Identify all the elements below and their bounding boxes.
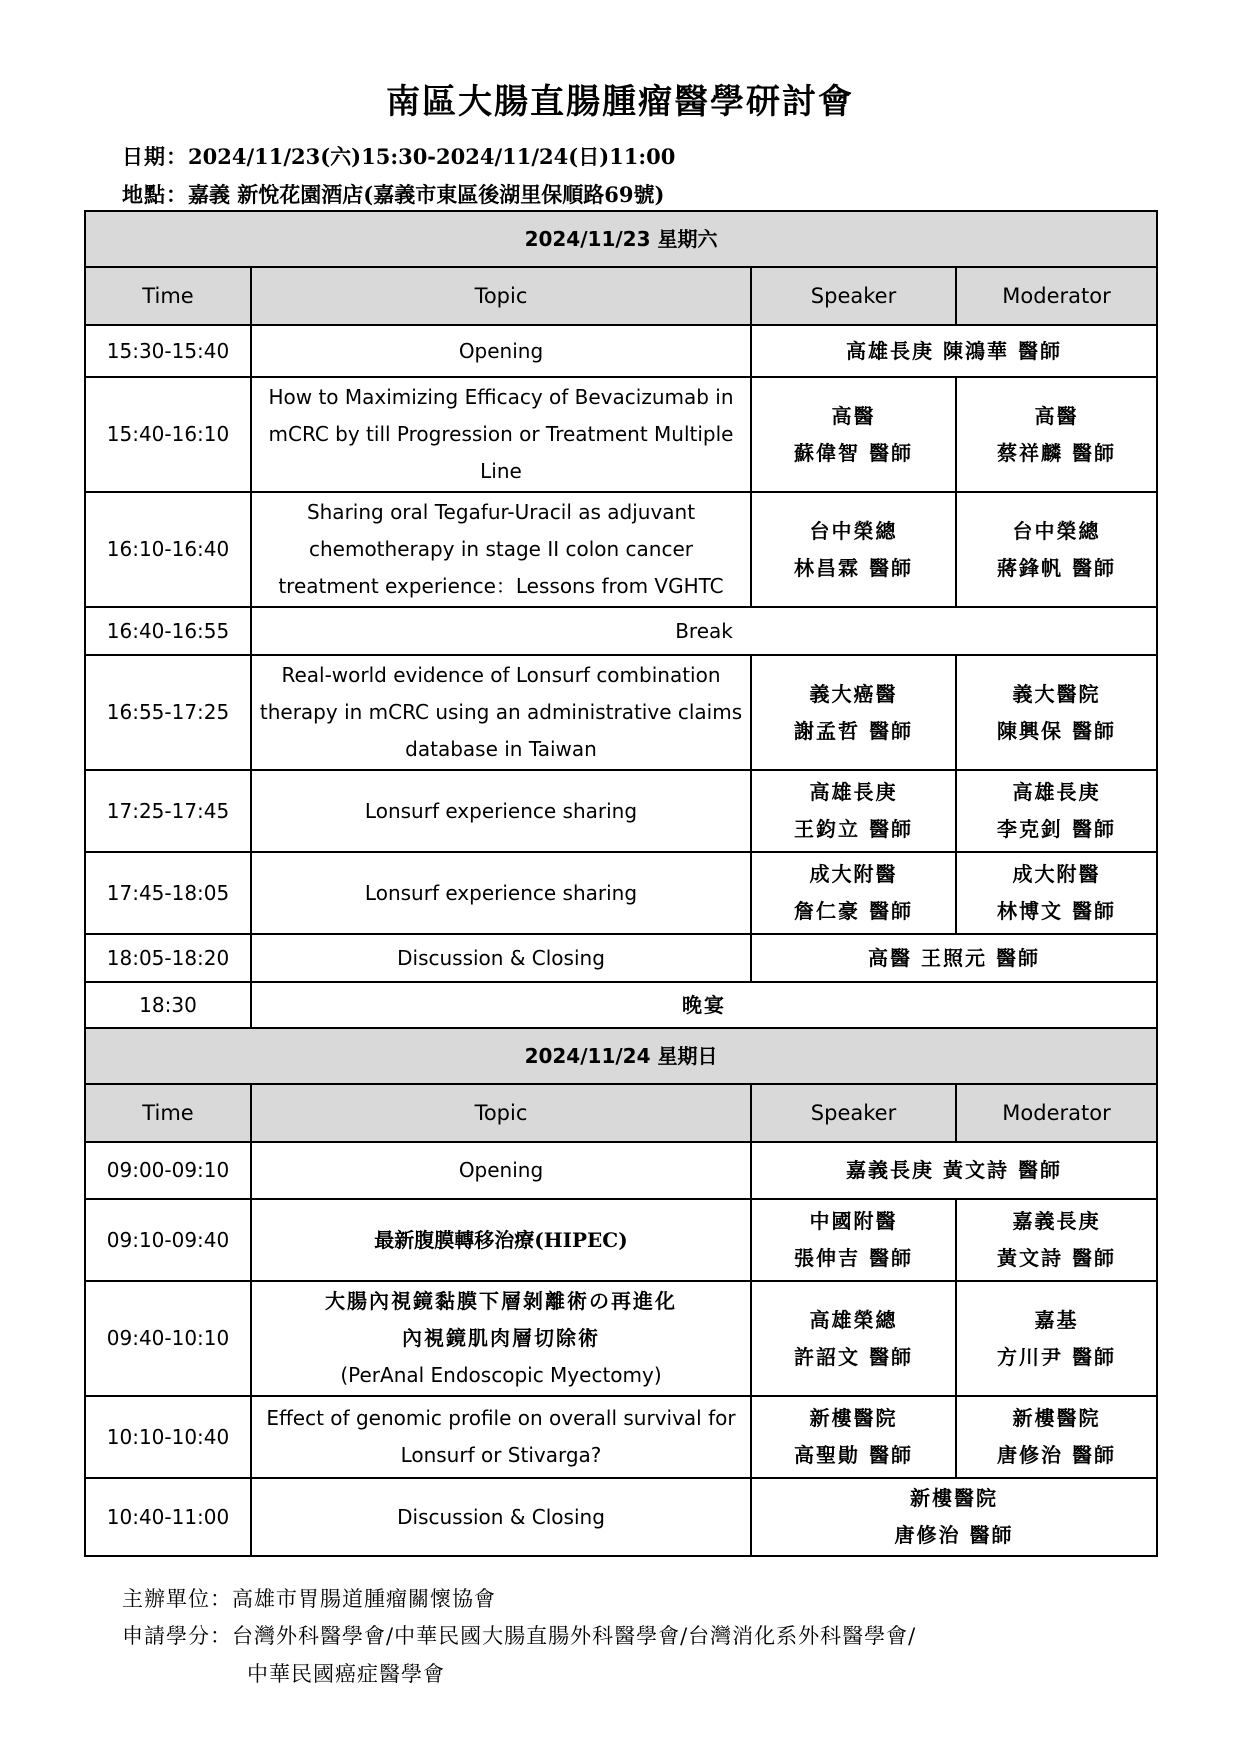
time-cell: 10:10-10:40 — [85, 1396, 251, 1478]
moderator-hospital: 高醫 — [1034, 403, 1079, 428]
time-cell: 10:40-11:00 — [85, 1478, 251, 1556]
time-cell: 16:40-16:55 — [85, 607, 251, 655]
speaker-name: 謝孟哲 醫師 — [794, 718, 913, 743]
speaker-cell — [751, 852, 956, 934]
speaker-moderator-cell: 高醫 王照元 醫師 — [751, 934, 1157, 982]
table-row — [85, 655, 1157, 770]
topic-line: How to Maximizing Efficacy of Bevacizumab in — [268, 385, 734, 409]
table-row — [85, 607, 1157, 655]
header-topic: Topic — [251, 1084, 751, 1142]
credits-value: 台灣外科醫學會/中華民國大腸直腸外科醫學會/台灣消化系外科醫學會/ — [232, 1624, 917, 1648]
topic-cell — [251, 1281, 751, 1396]
moderator-cell — [956, 1281, 1157, 1396]
date-label: 日期： — [122, 144, 188, 169]
table-row — [85, 1199, 1157, 1281]
table-row — [85, 982, 1157, 1028]
topic-cell — [251, 655, 751, 770]
agenda-table — [84, 210, 1158, 1557]
topic-line: Real-world evidence of Lonsurf combination — [281, 663, 721, 687]
moderator-cell — [956, 770, 1157, 852]
table-row — [85, 492, 1157, 607]
moderator-cell — [956, 1199, 1157, 1281]
speaker-cell — [751, 1199, 956, 1281]
speaker-cell — [751, 492, 956, 607]
credits-line-2: 中華民國癌症醫學會 — [247, 1662, 445, 1686]
credits-label: 申請學分： — [122, 1624, 232, 1648]
topic-line: Line — [480, 459, 522, 483]
speaker-hospital: 高雄榮總 — [809, 1307, 898, 1332]
moderator-cell — [956, 1396, 1157, 1478]
moderator-hospital: 台中榮總 — [1012, 518, 1101, 543]
topic-line: chemotherapy in stage II colon cancer — [308, 537, 693, 561]
time-cell: 18:30 — [85, 982, 251, 1028]
table-row — [85, 934, 1157, 982]
moderator-name: 蔣鋒帆 醫師 — [997, 555, 1116, 580]
topic-line: database in Taiwan — [405, 737, 597, 761]
moderator-hospital: 嘉義長庚 — [1012, 1209, 1101, 1233]
moderator-hospital: 義大醫院 — [1012, 681, 1101, 706]
header-moderator: Moderator — [956, 267, 1157, 325]
event-venue — [122, 179, 664, 209]
speaker-name: 許詔文 醫師 — [794, 1344, 913, 1369]
speaker-moderator-hospital: 新樓醫院 — [910, 1486, 999, 1510]
topic-line: Lonsurf or Stivarga? — [400, 1443, 602, 1467]
topic-line: 內視鏡肌肉層切除術 — [402, 1326, 600, 1350]
topic-line: treatment experience：Lessons from VGHTC — [278, 574, 724, 598]
organizer-line — [122, 1583, 496, 1613]
speaker-cell — [751, 655, 956, 770]
header-time: Time — [85, 1084, 251, 1142]
table-row — [85, 1478, 1157, 1556]
moderator-cell — [956, 852, 1157, 934]
time-cell: 17:25-17:45 — [85, 770, 251, 852]
speaker-hospital: 義大癌醫 — [809, 681, 898, 706]
topic-cell: Discussion & Closing — [251, 1478, 751, 1556]
speaker-hospital: 新樓醫院 — [809, 1406, 898, 1430]
moderator-cell — [956, 492, 1157, 607]
moderator-hospital: 高雄長庚 — [1012, 780, 1101, 804]
time-cell: 15:40-16:10 — [85, 377, 251, 492]
topic-cell — [251, 377, 751, 492]
time-cell: 16:10-16:40 — [85, 492, 251, 607]
moderator-cell — [956, 655, 1157, 770]
time-cell: 18:05-18:20 — [85, 934, 251, 982]
speaker-name: 林昌霖 醫師 — [794, 555, 913, 580]
organizer-value: 高雄市胃腸道腫瘤關懷協會 — [232, 1587, 496, 1611]
moderator-name: 黃文詩 醫師 — [997, 1246, 1116, 1270]
moderator-name: 蔡祥麟 醫師 — [997, 440, 1116, 465]
header-moderator: Moderator — [956, 1084, 1157, 1142]
time-cell: 09:00-09:10 — [85, 1142, 251, 1199]
moderator-name: 林博文 醫師 — [997, 899, 1116, 923]
topic-cell: Opening — [251, 1142, 751, 1199]
header-topic: Topic — [251, 267, 751, 325]
day1-title: 2024/11/23 星期六 — [85, 211, 1157, 267]
day2-title: 2024/11/24 星期日 — [85, 1028, 1157, 1084]
topic-line: mCRC by till Progression or Treatment Multiple — [268, 422, 734, 446]
moderator-hospital: 成大附醫 — [1012, 862, 1101, 886]
moderator-name: 陳興保 醫師 — [997, 718, 1116, 743]
credits-line — [122, 1620, 916, 1650]
topic-cell: Lonsurf experience sharing — [251, 852, 751, 934]
date-value: 2024/11/23(六)15:30-2024/11/24(日)11:00 — [188, 144, 676, 169]
topic-line: Sharing oral Tegafur-Uracil as adjuvant — [306, 500, 696, 524]
speaker-name: 詹仁豪 醫師 — [794, 899, 913, 923]
topic-cell: 最新腹膜轉移治療(HIPEC) — [251, 1199, 751, 1281]
speaker-moderator-name: 唐修治 醫師 — [894, 1523, 1014, 1547]
time-cell: 15:30-15:40 — [85, 325, 251, 377]
venue-label: 地點： — [122, 182, 188, 207]
banquet-cell: 晚宴 — [251, 982, 1157, 1028]
topic-cell: Opening — [251, 325, 751, 377]
header-speaker: Speaker — [751, 1084, 956, 1142]
topic-line: Effect of genomic profile on overall survival for — [266, 1406, 736, 1430]
table-header-row — [85, 1084, 1157, 1142]
table-header-row — [85, 267, 1157, 325]
time-cell: 17:45-18:05 — [85, 852, 251, 934]
topic-cell: Lonsurf experience sharing — [251, 770, 751, 852]
organizer-label: 主辦單位： — [122, 1587, 232, 1611]
table-row — [85, 377, 1157, 492]
moderator-name: 李克釗 醫師 — [997, 817, 1116, 841]
table-row — [85, 852, 1157, 934]
break-cell: Break — [251, 607, 1157, 655]
speaker-moderator-cell: 高雄長庚 陳鴻華 醫師 — [751, 325, 1157, 377]
topic-line: 大腸內視鏡黏膜下層剝離術の再進化 — [325, 1289, 677, 1313]
page-title: 南區大腸直腸腫瘤醫學研討會 — [386, 82, 854, 122]
speaker-hospital: 中國附醫 — [809, 1209, 898, 1233]
speaker-cell — [751, 770, 956, 852]
header-time: Time — [85, 267, 251, 325]
event-date — [122, 141, 675, 171]
speaker-cell — [751, 1396, 956, 1478]
venue-value: 嘉義 新悅花園酒店(嘉義市東區後湖里保順路69號) — [188, 182, 665, 207]
table-row — [85, 325, 1157, 377]
speaker-hospital: 高雄長庚 — [809, 780, 898, 804]
table-row — [85, 1396, 1157, 1478]
topic-line: therapy in mCRC using an administrative claims — [259, 700, 743, 724]
topic-cell — [251, 1396, 751, 1478]
table-row — [85, 1142, 1157, 1199]
topic-line: (PerAnal Endoscopic Myectomy) — [340, 1363, 662, 1387]
speaker-moderator-cell: 嘉義長庚 黃文詩 醫師 — [751, 1142, 1157, 1199]
moderator-cell — [956, 377, 1157, 492]
speaker-cell — [751, 1281, 956, 1396]
topic-cell: Discussion & Closing — [251, 934, 751, 982]
speaker-name: 蘇偉智 醫師 — [794, 440, 913, 465]
speaker-hospital: 成大附醫 — [809, 862, 898, 886]
speaker-hospital: 台中榮總 — [809, 518, 898, 543]
topic-cell — [251, 492, 751, 607]
time-cell: 16:55-17:25 — [85, 655, 251, 770]
moderator-name: 方川尹 醫師 — [997, 1344, 1116, 1369]
speaker-cell — [751, 377, 956, 492]
moderator-hospital: 新樓醫院 — [1012, 1406, 1101, 1430]
speaker-name: 王鈞立 醫師 — [794, 817, 913, 841]
moderator-name: 唐修治 醫師 — [997, 1443, 1116, 1467]
speaker-moderator-cell — [751, 1478, 1157, 1556]
speaker-name: 高聖勛 醫師 — [794, 1443, 913, 1467]
table-row — [85, 1281, 1157, 1396]
header-speaker: Speaker — [751, 267, 956, 325]
speaker-hospital: 高醫 — [831, 403, 876, 428]
table-row — [85, 770, 1157, 852]
time-cell: 09:10-09:40 — [85, 1199, 251, 1281]
speaker-name: 張伸吉 醫師 — [794, 1246, 913, 1270]
moderator-hospital: 嘉基 — [1034, 1307, 1079, 1332]
time-cell: 09:40-10:10 — [85, 1281, 251, 1396]
